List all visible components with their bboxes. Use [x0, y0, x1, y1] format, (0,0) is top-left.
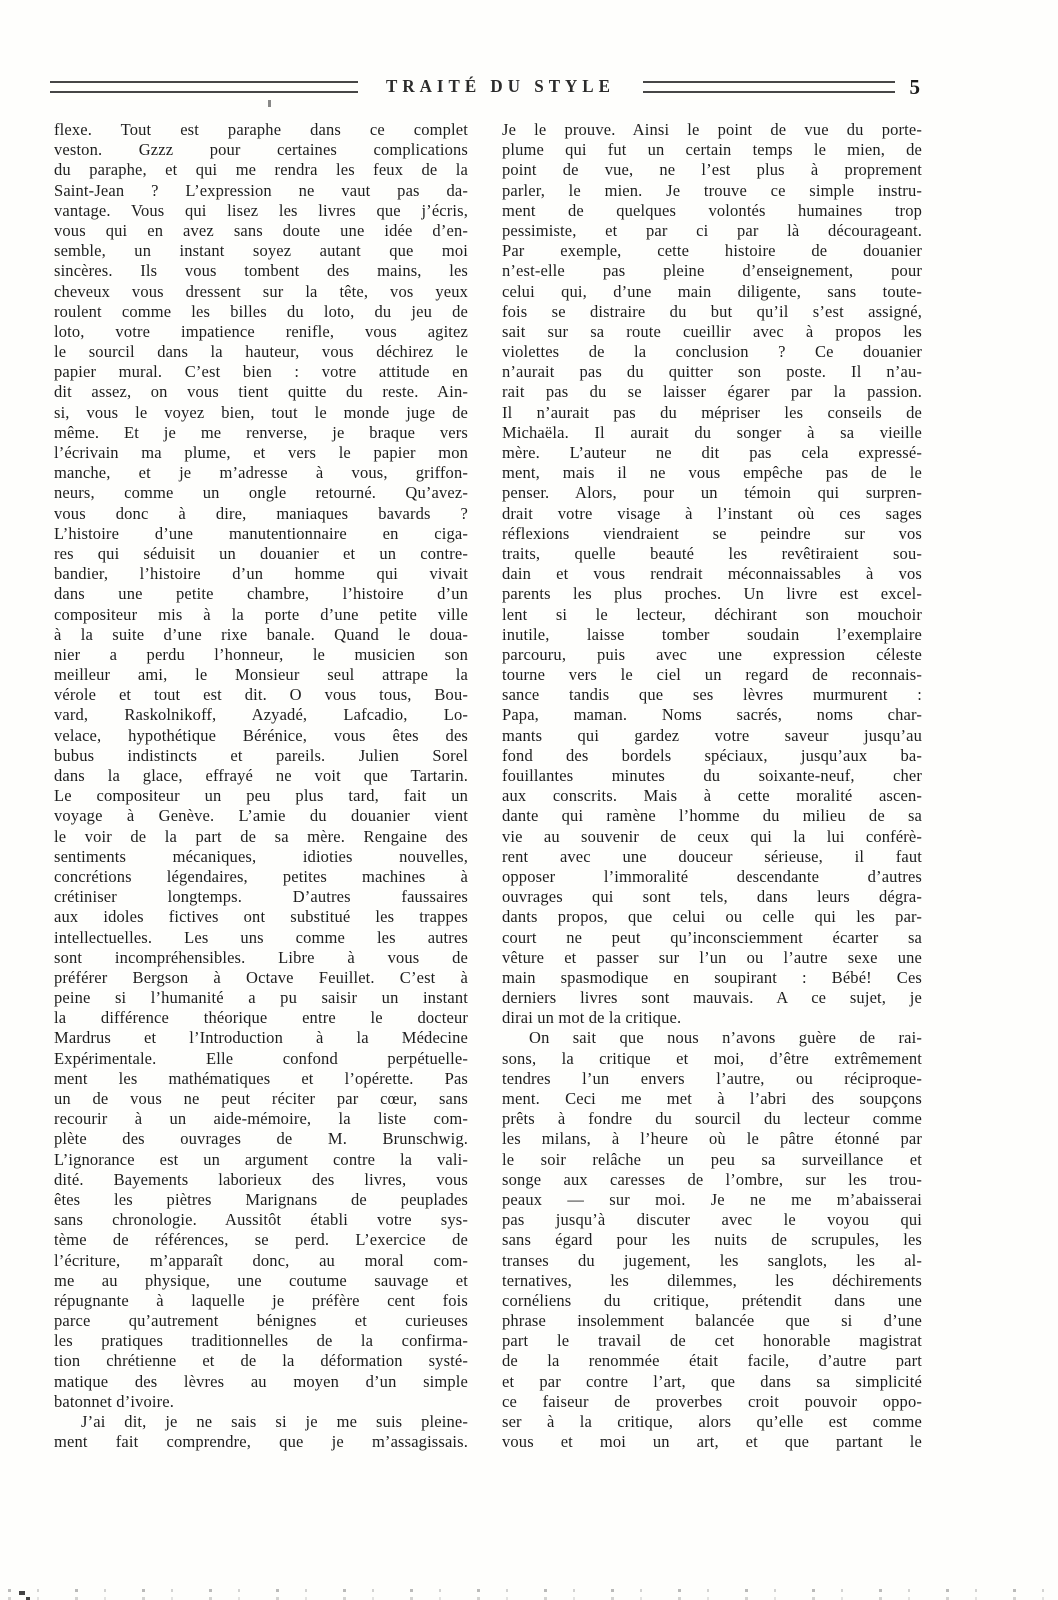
text-line: sont incompréhensibles. Libre à vous de: [54, 947, 468, 967]
text-line: vie au souvenir de ceux qui la lui conférè-: [502, 826, 922, 846]
text-line: Michaëla. Il aurait du songer à sa vieille: [502, 422, 922, 442]
text-line: fond des bordels spéciaux, jusqu’aux ba-: [502, 745, 922, 765]
text-line: penser. Alors, pour un témoin qui surpren-: [502, 483, 922, 503]
text-line: neurs, comme un ongle retourné. Qu’avez-: [54, 483, 468, 503]
text-line: ment fait comprendre, que je m’assagissais.: [54, 1432, 468, 1452]
header-rule-left: [50, 81, 358, 93]
running-head: [50, 72, 920, 102]
text-line: tème de références, se perd. L’exercice de: [54, 1230, 468, 1250]
text-line: un de vous ne peut réciter par cœur, sans: [54, 1089, 468, 1108]
text-line: mère. L’auteur ne dit pas cela expressé-: [502, 443, 922, 462]
text-line: Je le prouve. Ainsi le point de vue du porte-: [502, 120, 922, 139]
text-line: pessimiste, et par ci par là décourageant.: [502, 220, 922, 240]
text-line: loto, votre impatience renifle, vous agitez: [54, 321, 468, 341]
text-line: traits, quelle beauté les revêtiraient sou-: [502, 543, 922, 563]
text-line: vêture et passer sur l’un ou l’autre sexe une: [502, 947, 922, 967]
text-line: violettes de la conclusion ? Ce douanier: [502, 342, 922, 362]
text-line: tourne vers le ciel un regard de reconnais-: [502, 665, 922, 685]
text-line: parler, le mien. Je trouve ce simple instru-: [502, 180, 922, 200]
text-line: sons, la critique et moi, d’être extrêmement: [502, 1048, 922, 1068]
page-title: TRAITÉ DU STYLE: [386, 76, 615, 97]
text-line: Papa, maman. Noms sacrés, noms char-: [502, 705, 922, 725]
text-line: bandier, l’histoire d’un homme qui vivait: [54, 564, 468, 584]
text-line: velace, hypothétique Bérénice, vous êtes des: [54, 725, 468, 745]
text-line: ser à la critique, alors qu’elle est comme: [502, 1412, 922, 1431]
text-line: dants propos, que celui ou celle qui les par-: [502, 907, 922, 927]
text-line: derniers livres sont mauvais. A ce sujet, je: [502, 988, 922, 1008]
text-line: cornéliens du critique, prétendit dans une: [502, 1290, 922, 1310]
text-line: dante qui ramène l’homme du milieu de sa: [502, 806, 922, 826]
text-line: main spasmodique en soupirant : Bébé! Ces: [502, 967, 922, 987]
text-line: roulent comme les billes du loto, du jeu de: [54, 301, 468, 321]
text-line: crétiniser longtemps. D’autres faussaires: [54, 887, 468, 907]
text-line: compositeur mis à la porte d’une petite ville: [54, 604, 468, 624]
page-number: 5: [909, 74, 920, 99]
text-line: papier mural. C’est bien : votre attitude en: [54, 362, 468, 382]
text-line: dité. Bayements laborieux des livres, vous: [54, 1169, 468, 1189]
text-line: bubus indistincts et pareils. Julien Sorel: [54, 745, 468, 765]
text-line: dit assez, on vous tient quitte du reste. Ain-: [54, 382, 468, 402]
text-line: fois se distraire du but qu’il s’est assigné,: [502, 301, 922, 321]
text-line: ouvrages qui sont tels, dans leurs dégra-: [502, 887, 922, 907]
text-line: parents les plus proches. Un livre est excel-: [502, 584, 922, 604]
text-line: voyage à Genève. L’amie du douanier vient: [54, 806, 468, 826]
text-line: cheveux vous dressent sur la tête, vos yeux: [54, 281, 468, 301]
text-line: Saint-Jean ? L’expression ne vaut pas da-: [54, 180, 468, 200]
text-line: répugnante à laquelle je préfère cent fois: [54, 1290, 468, 1310]
text-line: mants qui gardez votre saveur jusqu’au: [502, 725, 922, 745]
text-line: celui qui, d’une main diligente, sans toute-: [502, 281, 922, 301]
text-line: point de vue, ne l’est plus à proprement: [502, 160, 922, 180]
text-line: peine si l’humanité a pu saisir un instant: [54, 988, 468, 1008]
text-line: court ne peut qu’inconsciemment écarter sa: [502, 927, 922, 947]
text-line: drait votre visage à l’instant où ces sages: [502, 503, 922, 523]
text-line: préférer Bergson à Octave Feuillet. C’est à: [54, 967, 468, 987]
text-line: batonnet d’ivoire.: [54, 1391, 174, 1411]
text-line: semble, un instant soyez autant que moi: [54, 241, 468, 261]
text-line: ternatives, les dilemmes, les déchirements: [502, 1270, 922, 1290]
text-line: phrase insolemment balancée que si d’une: [502, 1311, 922, 1331]
text-line: intellectuelles. Les uns comme les autres: [54, 927, 468, 947]
text-line: sans chronologie. Aussitôt établi votre sys-: [54, 1210, 468, 1230]
text-line: vard, Raskolnikoff, Azyadé, Lafcadio, Lo-: [54, 705, 468, 725]
text-line: On sait que nous n’avons guère de rai-: [529, 1028, 922, 1048]
text-line: fouillantes minutes du soixante-neuf, cher: [502, 766, 922, 785]
text-line: même. Et je me renverse, je braque vers: [54, 422, 468, 442]
text-column-right: [502, 120, 922, 1452]
text-line: J’ai dit, je ne sais si je me suis pleine-: [81, 1412, 468, 1431]
text-line: le voir de la part de sa mère. Rengaine des: [54, 826, 468, 846]
text-line: tion chrétienne et de la déformation systé-: [54, 1351, 468, 1371]
header-rule-right: [643, 81, 895, 93]
text-line: rent avec une douceur sérieuse, il faut: [502, 846, 922, 866]
text-line: sentiments mécaniques, idioties nouvelles,: [54, 846, 468, 866]
text-line: plume qui fut un certain temps le mien, de: [502, 140, 922, 160]
text-line: parcouru, puis avec une expression céleste: [502, 644, 922, 664]
text-line: vérole et tout est dit. O vous tous, Bou-: [54, 685, 468, 705]
text-line: ment, mais il ne vous empêche pas de le: [502, 463, 922, 483]
text-line: L’ignorance est un argument contre la vali-: [54, 1149, 468, 1169]
text-line: part le travail de cet honorable magistrat: [502, 1331, 922, 1351]
text-line: meilleur ami, le Monsieur seul attrape la: [54, 665, 468, 685]
text-line: Par exemple, cette histoire de douanier: [502, 241, 922, 261]
text-line: ment. Ceci me met à l’abri des soupçons: [502, 1089, 922, 1108]
text-line: aux conscrits. Mais à cette moralité ascen-: [502, 786, 922, 806]
text-line: dans une petite chambre, l’histoire d’un: [54, 584, 468, 604]
text-line: l’écrivain ma plume, et vers le papier mon: [54, 443, 468, 462]
text-line: vous qui en avez sans doute une idée d’en-: [54, 220, 468, 240]
scan-noise-speck: [19, 1591, 25, 1595]
text-line: si, vous le voyez bien, tout le monde juge de: [54, 402, 468, 422]
text-block: [54, 120, 922, 1452]
text-line: la différence théorique entre le docteur: [54, 1008, 468, 1028]
text-line: plète des ouvrages de M. Brunschwig.: [54, 1129, 468, 1149]
text-line: me au physique, une coutume sauvage et: [54, 1270, 468, 1290]
text-line: vantage. Vous qui lisez les livres que j’écris,: [54, 200, 468, 220]
text-line: tendres l’un envers l’autre, ou réciproque-: [502, 1068, 922, 1088]
text-line: l’écriture, m’apparaît donc, au moral com-: [54, 1250, 468, 1270]
text-line: du paraphe, et qui me rendra les feux de la: [54, 160, 468, 180]
text-line: réflexions viendraient se peindre sur vos: [502, 523, 922, 543]
text-line: dans la glace, effrayé ne voit que Tartarin.: [54, 766, 468, 785]
text-line: manche, et je m’adresse à vous, griffon-: [54, 463, 468, 483]
text-line: dain et vous rendrait méconnaissables à vos: [502, 564, 922, 584]
text-line: nier a perdu l’honneur, le musicien son: [54, 644, 468, 664]
text-line: peaux — sur moi. Je ne me m’abaisserai: [502, 1189, 922, 1209]
text-line: les pratiques traditionnelles de la confirma-: [54, 1331, 468, 1351]
text-line: songe aux caresses de l’ombre, sur les trou-: [502, 1169, 922, 1189]
text-line: dirai un mot de la critique.: [502, 1008, 682, 1028]
text-line: à la suite d’une rixe banale. Quand le doua-: [54, 624, 468, 644]
text-line: Il n’aurait pas du mépriser les conseils de: [502, 402, 922, 422]
text-line: vous et moi un art, et que partant le: [502, 1432, 922, 1452]
text-line: sait sur sa route cueillir avec à propos les: [502, 321, 922, 341]
text-line: aux idoles fictives ont substitué les trappes: [54, 907, 468, 927]
text-line: et par contre l’art, que dans sa simplicité: [502, 1371, 922, 1391]
text-line: inutile, laisse tomber soudain l’exemplaire: [502, 624, 922, 644]
text-line: parce qu’autrement bénignes et curieuses: [54, 1311, 468, 1331]
text-line: ment les mathématiques et l’opérette. Pas: [54, 1068, 468, 1088]
text-line: n’aurait pas du quitter son poste. Il n’au-: [502, 362, 922, 382]
scan-artifact-mark: [268, 100, 271, 107]
text-line: sans égard pour les nuits de scrupules, les: [502, 1230, 922, 1250]
text-line: n’est-elle pas pleine d’enseignement, pour: [502, 261, 922, 281]
text-line: lent si le lecteur, déchirant son mouchoir: [502, 604, 922, 624]
text-line: recourir à un aide-mémoire, la liste com-: [54, 1109, 468, 1129]
text-line: vous donc à dire, maniaques bavards ?: [54, 503, 468, 523]
text-line: matique des lèvres au moyen d’un simple: [54, 1371, 468, 1391]
text-line: ce faiseur de proverbes croit pouvoir oppo-: [502, 1391, 922, 1411]
bottom-scan-noise: [8, 1589, 1050, 1592]
text-line: veston. Gzzz pour certaines complications: [54, 140, 468, 160]
text-line: flexe. Tout est paraphe dans ce complet: [54, 120, 468, 139]
text-line: transes du jugement, les sanglots, les al-: [502, 1250, 922, 1270]
text-line: res qui séduisit un douanier et un contre-: [54, 543, 468, 563]
text-line: concrétions légendaires, petites machines à: [54, 866, 468, 886]
text-line: le sourcil dans la hauteur, vous déchirez le: [54, 342, 468, 362]
text-line: Mardrus et l’Introduction à la Médecine: [54, 1028, 468, 1048]
text-line: pas jusqu’à discuter avec le voyou qui: [502, 1210, 922, 1230]
text-line: sincères. Ils vous tombent des mains, les: [54, 261, 468, 281]
text-line: opposer l’immoralité descendante d’autres: [502, 866, 922, 886]
text-line: prêts à fondre du sourcil du lecteur comme: [502, 1109, 922, 1129]
text-line: les milans, à l’heure où le pâtre étonné par: [502, 1129, 922, 1149]
text-line: rait pas du se laisser égarer par la passion.: [502, 382, 922, 402]
text-line: le soir relâche un peu sa surveillance et: [502, 1149, 922, 1169]
text-column-left: [54, 120, 468, 1452]
text-line: de la renommée était facile, d’autre part: [502, 1351, 922, 1371]
text-line: ment de quelques volontés humaines trop: [502, 200, 922, 220]
text-line: Expérimentale. Elle confond perpétuelle-: [54, 1048, 468, 1068]
text-line: L’histoire d’une manutentionnaire en ciga-: [54, 523, 468, 543]
text-line: Le compositeur un peu plus tard, fait un: [54, 786, 468, 806]
text-line: sance tandis que ses lèvres murmurent :: [502, 685, 922, 705]
text-line: êtes les piètres Marignans de peuplades: [54, 1189, 468, 1209]
